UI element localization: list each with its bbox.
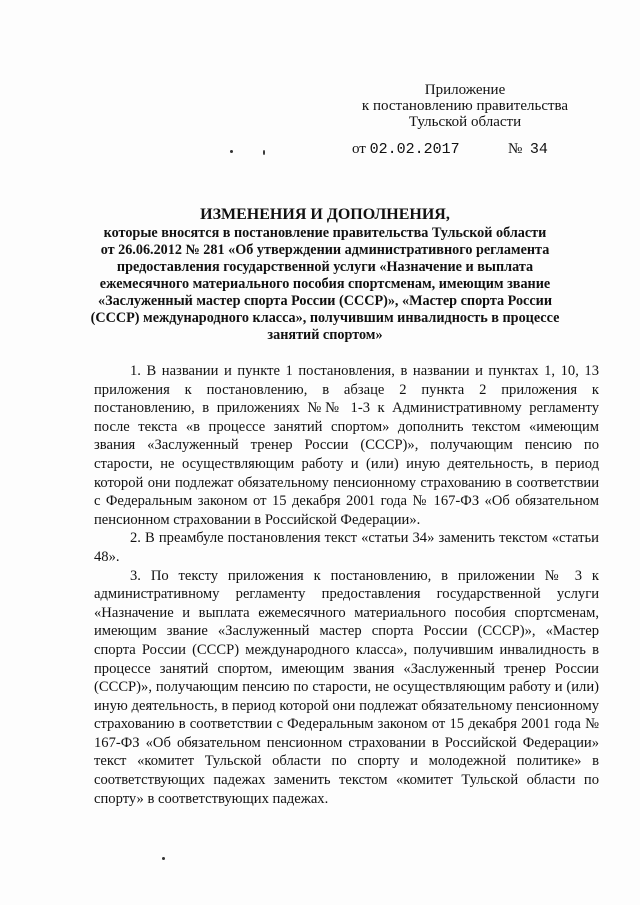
title-line: которые вносятся в постановление правительства Тульской области (103, 225, 547, 241)
date-value: 02.02.2017 (369, 141, 460, 158)
document-title (90, 205, 560, 344)
appendix-line-2: к постановлению правительства (361, 98, 569, 114)
document-date (352, 141, 460, 158)
title-line: от 26.06.2012 № 281 «Об утверждении административного регламента (100, 242, 550, 258)
appendix-line-1: Приложение (424, 82, 506, 98)
document-body (94, 362, 599, 808)
document-number (508, 141, 548, 158)
title-line: ежемесячного материального пособия спортсменам, имеющим звание (99, 276, 551, 292)
scan-speck (230, 150, 233, 153)
title-line: предоставления государственной услуги «Назначение и выплата (116, 259, 534, 275)
number-prefix: № (508, 141, 523, 157)
scan-speck (263, 150, 265, 155)
appendix-header (350, 82, 580, 130)
title-line: занятий спортом» (267, 327, 383, 343)
paragraph-2: 2. В преамбуле постановления текст «статьи 34» заменить текстом «статьи 48». (94, 530, 599, 565)
title-main: ИЗМЕНЕНИЯ И ДОПОЛНЕНИЯ, (200, 206, 450, 223)
date-prefix: от (352, 141, 366, 157)
paragraph-1: 1. В названии и пункте 1 постановления, в названии и пунктах 1, 10, 13 приложения к постановлению, в абзаце 2 пункта 2 приложения к постановлению, в приложениях №№ 1-3 к Административному регламенту после текста «в процессе занятий спортом» дополнить текстом «имеющим звания «Заслуженный тренер России (СССР)», получающим пенсию по старости, не осуществляющим работу и (или) иную деятельность, в период которой они подлежат обязательному пенсионному страхованию в соответствии с Федеральным законом от 15 декабря 2001 года № 167-ФЗ «Об обязательном пенсионном страховании в Российской Федерации». (94, 363, 599, 528)
scan-speck (162, 857, 165, 860)
title-line: (СССР) международного класса», получившим инвалидность в процессе (90, 310, 560, 326)
title-line: «Заслуженный мастер спорта России (СССР)», «Мастер спорта России (97, 293, 552, 309)
number-value: 34 (529, 141, 548, 158)
appendix-line-3: Тульской области (408, 114, 522, 130)
paragraph-3: 3. По тексту приложения к постановлению, в приложении № 3 к административному регламенту предоставления государственной услуги «Назначение и выплата ежемесячного материального пособия спортсменам, имеющим звание «Заслуженный мастер спорта России (СССР)», «Мастер спорта России (СССР) международного класса», получившим инвалидность в процессе занятий спортом, имеющим звания «Заслуженный тренер России (СССР)», получающим пенсию по старости, не осуществляющим работу и (или) иную деятельность, в период которой они подлежат обязательному пенсионному страхованию в соответствии с Федеральным законом от 15 декабря 2001 года № 167-ФЗ «Об обязательном пенсионном страховании в Российской Федерации» текст «комитет Тульской области по спорту и молодежной политике» в соответствующих падежах заменить текстом «комитет Тульской области по спорту» в соответствующих падежах. (94, 567, 599, 807)
